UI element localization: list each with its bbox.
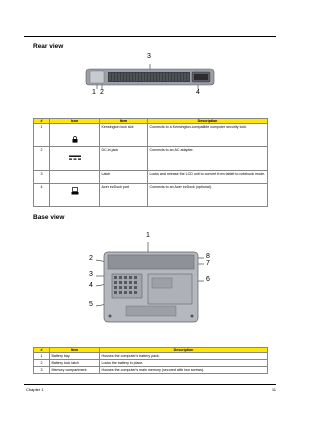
header-description: Description: [148, 119, 268, 124]
base-view-illustration: [86, 236, 216, 324]
row-num: 3: [34, 367, 50, 374]
row-description: Locks the battery in place.: [100, 360, 268, 367]
header-icon: Icon: [50, 119, 100, 124]
row-description: Houses the computer's battery pack.: [100, 353, 268, 360]
row-item: Battery bay: [50, 353, 100, 360]
footer-page-number: 11: [271, 387, 276, 392]
base-view-table: [33, 347, 268, 374]
base-view-figure: [86, 232, 216, 324]
rear-callout-1: 1: [92, 89, 96, 96]
row-item: Battery lock latch: [50, 360, 100, 367]
header-num: #: [34, 348, 50, 353]
table-row: [34, 367, 268, 374]
dock-icon: [71, 187, 79, 195]
lock-icon: [72, 136, 78, 143]
row-icon-cell: [50, 124, 100, 147]
header-item: Item: [100, 119, 148, 124]
row-num: 4: [34, 184, 50, 207]
rear-view-title: Rear view: [33, 43, 64, 50]
row-num: 2: [34, 147, 50, 171]
row-num: 3: [34, 171, 50, 184]
footer-chapter: Chapter 1: [26, 387, 44, 392]
row-num: 1: [34, 124, 50, 147]
top-rule: [24, 36, 276, 37]
table-row: [34, 360, 268, 367]
table-row: [34, 124, 268, 147]
base-view-title: Base view: [33, 214, 65, 221]
base-callout-1: 1: [146, 232, 150, 239]
row-num: 1: [34, 353, 50, 360]
row-description: Houses the computer's main memory (secured with two screws).: [100, 367, 268, 374]
row-item: Memory compartment: [50, 367, 100, 374]
header-item: Item: [50, 348, 100, 353]
dc-in-icon: [69, 155, 81, 161]
table-row: [34, 353, 268, 360]
row-icon-cell: [50, 147, 100, 171]
table-row: [34, 147, 268, 171]
rear-view-table: [33, 118, 268, 207]
footer-rule: [24, 384, 276, 385]
base-callout-7: 7: [206, 260, 210, 267]
header-num: #: [34, 119, 50, 124]
row-description: Connects to an AC adapter.: [148, 147, 268, 171]
rear-callout-3: 3: [147, 53, 151, 60]
base-callout-6: 6: [206, 276, 210, 283]
base-callout-5: 5: [89, 301, 93, 308]
row-description: Connects to a Kensington-compatible computer security lock.: [148, 124, 268, 147]
row-description: Locks and release the LCD unit to convert from tablet to notebook mode.: [148, 171, 268, 184]
base-callout-4: 4: [89, 282, 93, 289]
row-icon-cell: [50, 184, 100, 207]
header-description: Description: [100, 348, 268, 353]
rear-view-illustration: [80, 56, 220, 106]
base-callout-3: 3: [89, 271, 93, 278]
base-callout-8: 8: [206, 253, 210, 260]
row-item: Kensington lock slot: [100, 124, 148, 147]
row-item: Latch: [100, 171, 148, 184]
row-item: DC-in jack: [100, 147, 148, 171]
row-description: Connects to an Acer ezDock (optional).: [148, 184, 268, 207]
rear-callout-2: 2: [100, 89, 104, 96]
base-callout-2: 2: [89, 255, 93, 262]
table-row: [34, 184, 268, 207]
rear-view-figure: [80, 53, 220, 106]
row-icon-cell: [50, 171, 100, 184]
rear-callout-4: 4: [196, 89, 200, 96]
table-row: [34, 171, 268, 184]
row-num: 2: [34, 360, 50, 367]
row-item: Acer ezDock port: [100, 184, 148, 207]
